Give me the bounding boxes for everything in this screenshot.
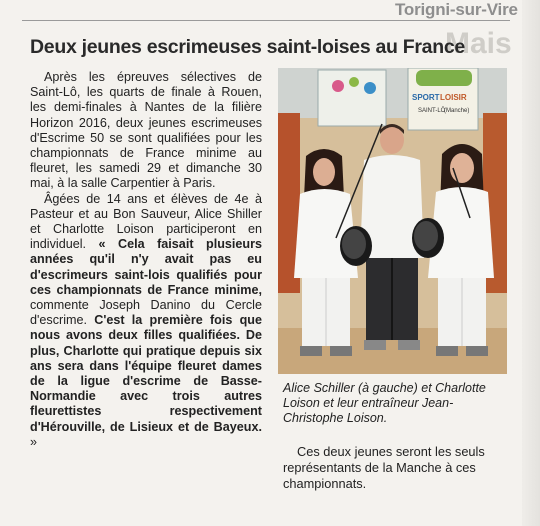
svg-text:SAINT-LÔ — [418, 107, 446, 114]
paragraph-2 — [30, 192, 262, 450]
paragraph-2-attribution: commente Joseph Danino du Cercle d'escrime. — [30, 298, 262, 328]
top-rule — [22, 20, 510, 21]
article-title: Deux jeunes escrimeuses saint-loises au France — [30, 36, 465, 58]
paragraph-2-intro: Âgées de 14 ans et élèves de 4e à Pasteur et au Bon Sauveur, Alice Shiller et Charlotte Loison participeront en individuel. — [30, 191, 262, 252]
quote-close: » — [30, 434, 38, 449]
quote-part-b: C'est la première fois que nous avons deux filles qualifiées. De plus, Charlotte qui pratique depuis six ans sera dans l'équipe fleuret dames de la ligue d'escrime de Basse-Normandie avec trois autres fleurettistes respectivement d'Hérouville, de Lisieux et de Bayeux. — [30, 313, 262, 434]
neighbor-headline: Torigni-sur-Vire — [395, 0, 518, 19]
svg-text:(Manche) — [444, 108, 469, 114]
quote-part-a: « Cela faisait plusieurs années qu'il n'y avait pas eu d'escrimeurs saint-lois qualifiés pour ces championnats de France minime, — [30, 237, 262, 297]
article-body — [30, 70, 262, 450]
article-photo — [278, 68, 507, 374]
photo-illustration — [278, 68, 507, 374]
sign-line-1: SPORT — [412, 93, 440, 102]
sign-line-4: (Manche) — [444, 108, 470, 114]
sign-line-2: LOISIR — [440, 93, 467, 102]
neighbor-big-text: Mais — [445, 27, 512, 60]
neighbor-column-edge — [522, 0, 540, 526]
paragraph-1: Après les épreuves sélectives de Saint-Lô, les quarts de finale à Rouen, les demi-finales à Nantes de la filière Horizon 2016, deux jeunes escrimeuses d'Escrime 50 se sont qualifiées pour les championnats de France minime au fleuret, les samedi 29 et dimanche 30 mai, à la salle Carpentier à Paris. — [30, 70, 262, 191]
photo-caption: Alice Schiller (à gauche) et Charlotte Loison et leur entraîneur Jean-Christophe Loison. — [283, 381, 486, 425]
sign-line-3: SAINT-LÔ — [418, 108, 446, 114]
closing-paragraph: Ces deux jeunes seront les seuls représentants de la Manche à ces championnats. — [283, 444, 485, 491]
svg-text:LOISIR — [440, 93, 467, 102]
svg-text:SPORT — [412, 93, 440, 102]
